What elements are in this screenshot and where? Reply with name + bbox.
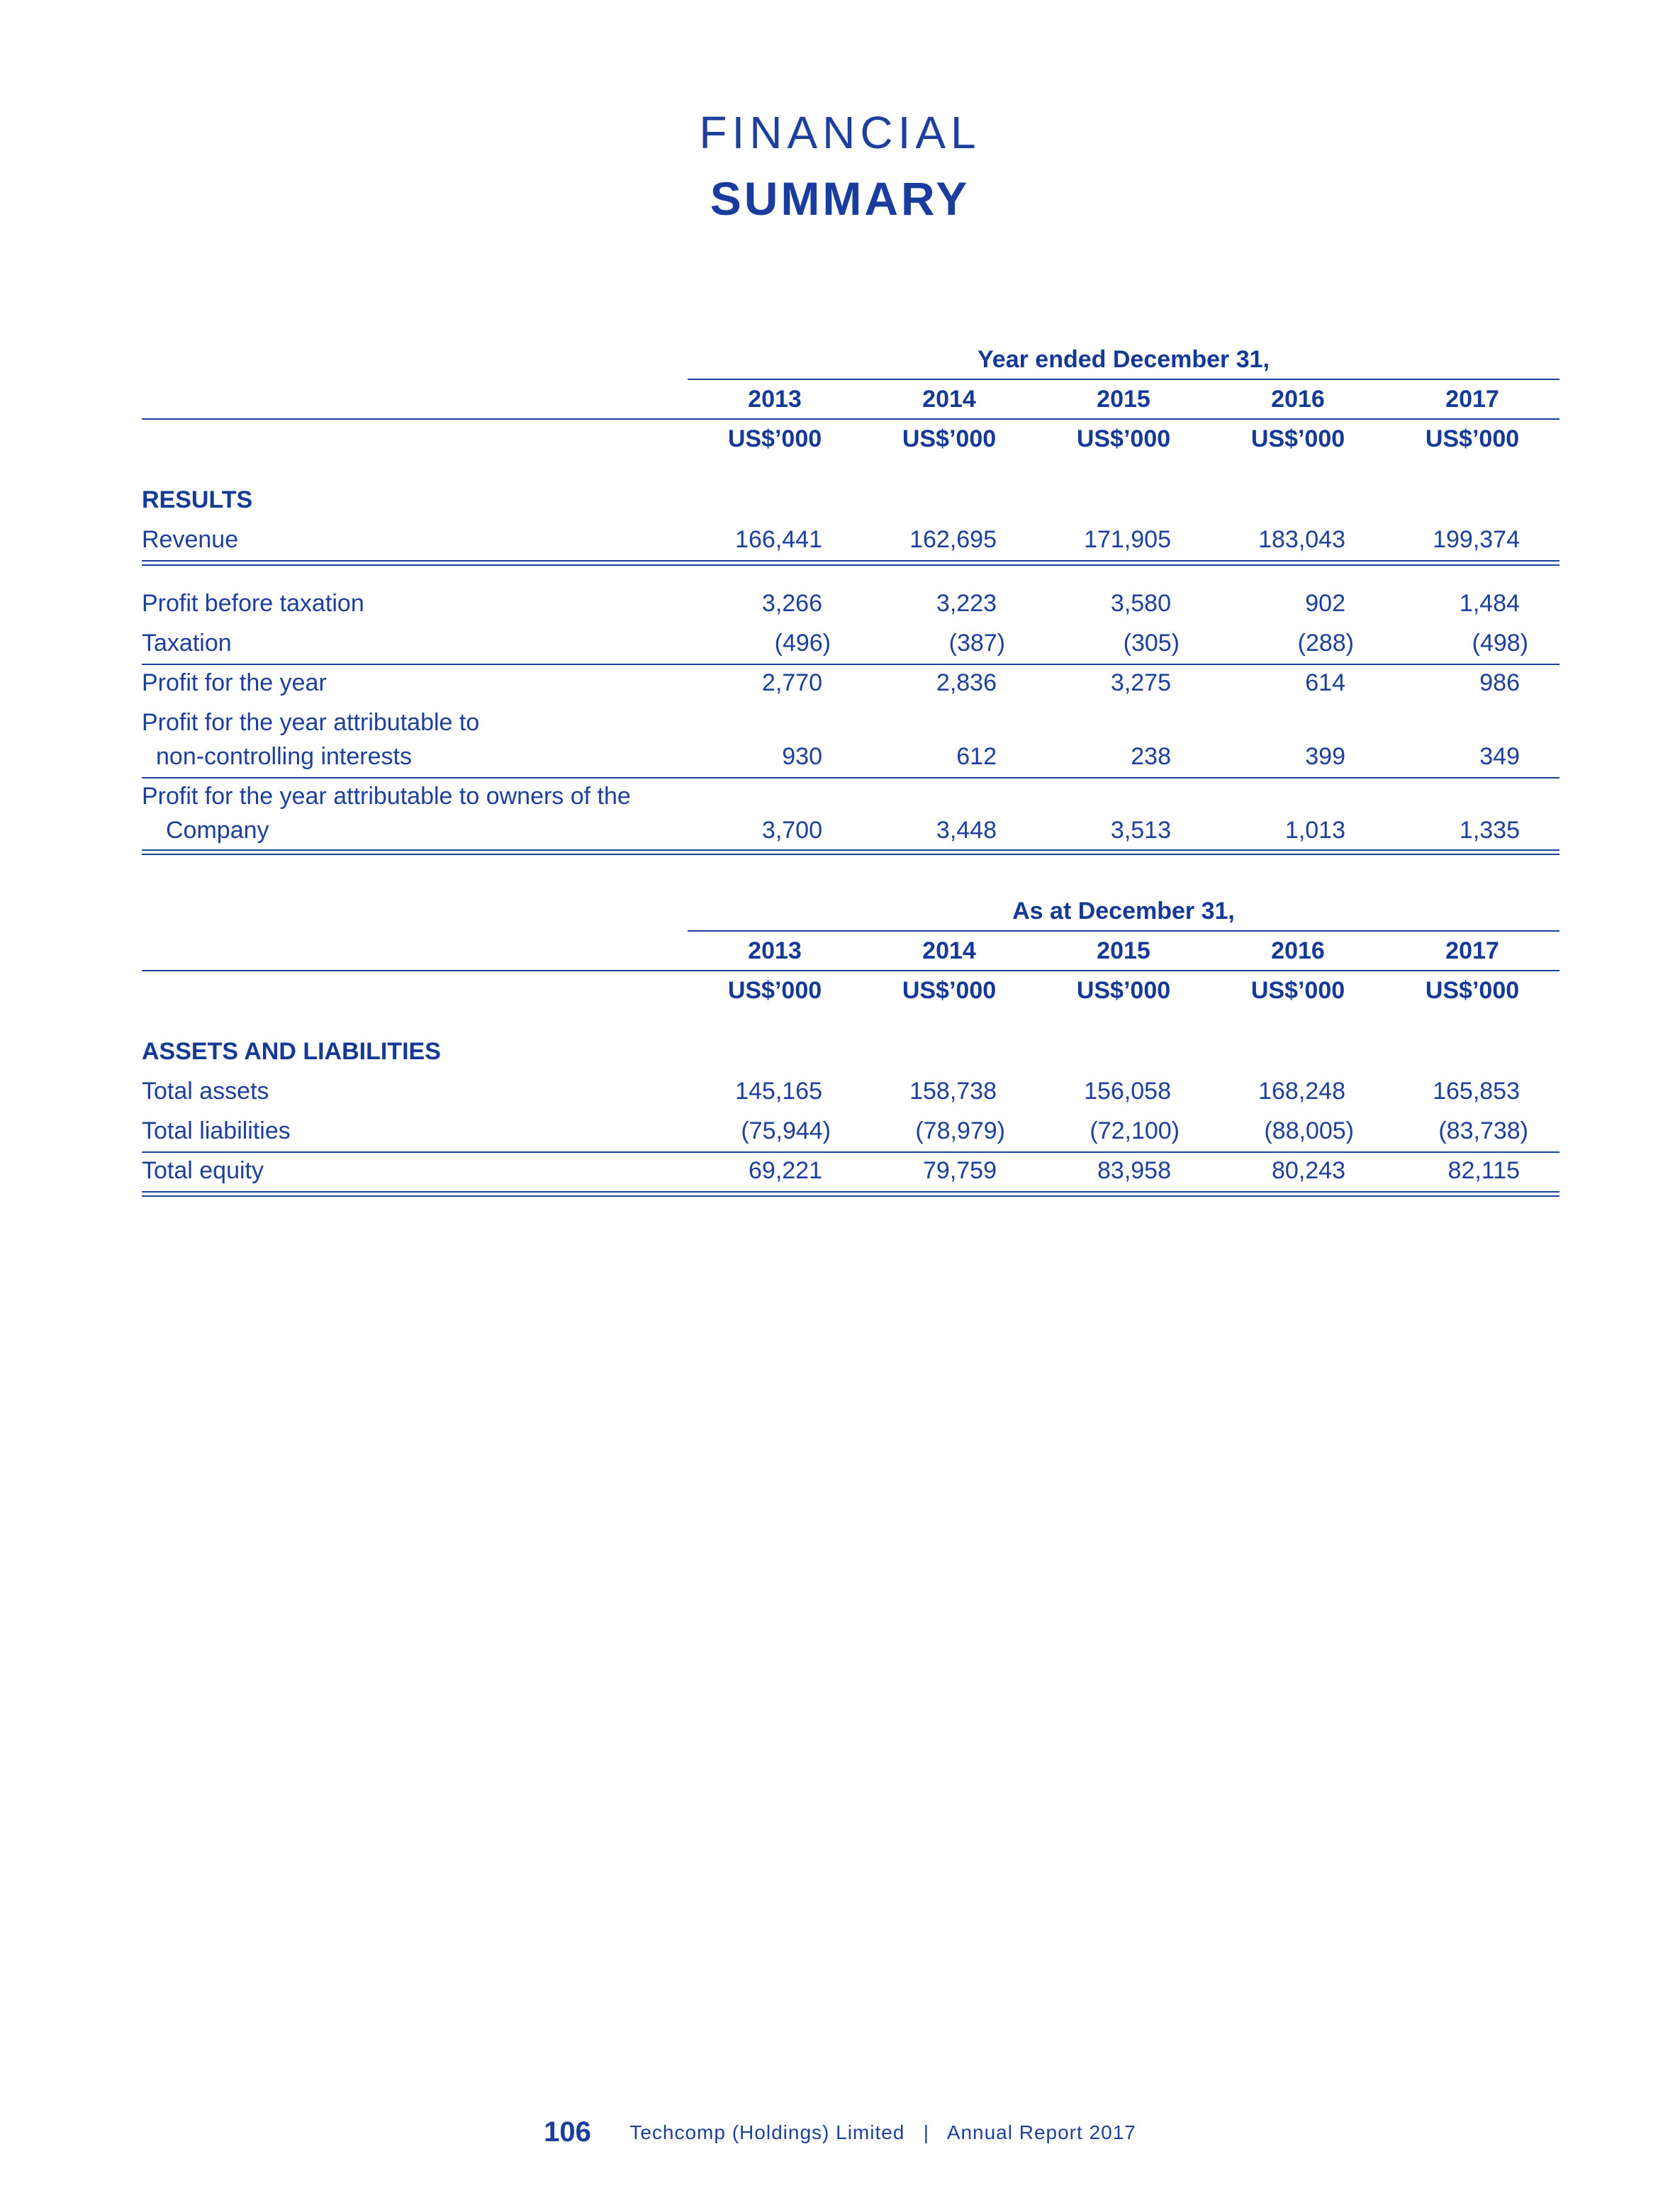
cell-value: 199,374 (1433, 526, 1520, 553)
unit-header: US$’000 (1250, 977, 1345, 1004)
divider (142, 1151, 1559, 1153)
row-label-line1: Profit for the year attributable to (142, 709, 480, 736)
cell-value: (83,738) (1438, 1117, 1528, 1144)
cell-value: 166,441 (735, 526, 822, 553)
page-title-line2: SUMMARY (710, 172, 970, 225)
section-heading: RESULTS (142, 486, 253, 513)
unit-header: US$’000 (902, 425, 997, 452)
row-label: Total assets (142, 1078, 269, 1105)
cell-value: (498) (1472, 630, 1528, 657)
divider (142, 664, 1559, 665)
cell-value: 2,770 (761, 669, 822, 696)
cell-value: 83,958 (1097, 1157, 1171, 1184)
cell-value: (387) (948, 630, 1005, 657)
cell-value: 3,266 (761, 590, 822, 617)
double-rule (142, 854, 1559, 855)
double-rule (142, 560, 1559, 562)
cell-value: 171,905 (1084, 526, 1171, 553)
cell-value: 165,853 (1433, 1078, 1520, 1105)
page-footer (0, 2116, 1680, 2148)
cell-value: 3,513 (1110, 817, 1171, 844)
cell-value: (75,944) (741, 1117, 831, 1144)
cell-value: 168,248 (1258, 1078, 1345, 1105)
row-label: Total liabilities (142, 1117, 291, 1144)
cell-value: 183,043 (1258, 526, 1345, 553)
cell-value: 3,448 (936, 817, 997, 844)
divider (142, 777, 1559, 778)
cell-value: 3,275 (1110, 669, 1171, 696)
divider (688, 379, 1559, 380)
unit-header: US$’000 (1076, 977, 1171, 1004)
year-header: 2015 (1097, 386, 1150, 413)
row-label-line2: Company (166, 817, 269, 844)
cell-value: 158,738 (909, 1078, 997, 1105)
cell-value: (72,100) (1090, 1117, 1180, 1144)
assets-period-heading: As at December 31, (1012, 898, 1235, 925)
cell-value: 69,221 (749, 1157, 822, 1184)
row-label-line1: Profit for the year attributable to owners of the (142, 783, 631, 810)
cell-value: 3,580 (1110, 590, 1171, 617)
cell-value: 930 (782, 743, 822, 770)
unit-header: US$’000 (1076, 425, 1171, 452)
unit-header: US$’000 (727, 977, 822, 1004)
year-header: 2013 (748, 937, 802, 964)
double-rule (142, 849, 1559, 851)
page-number: 106 (544, 2116, 591, 2148)
year-header: 2015 (1097, 937, 1150, 964)
cell-value: 238 (1131, 743, 1171, 770)
cell-value: (305) (1123, 630, 1180, 657)
cell-value: 902 (1305, 590, 1345, 617)
cell-value: 156,058 (1084, 1078, 1171, 1105)
section-heading: ASSETS AND LIABILITIES (142, 1038, 441, 1065)
cell-value: 79,759 (923, 1157, 997, 1184)
year-header: 2017 (1445, 937, 1499, 964)
year-header: 2013 (748, 386, 802, 413)
unit-header: US$’000 (1425, 425, 1520, 452)
year-header: 2014 (922, 937, 976, 964)
row-label: Profit for the year (142, 669, 327, 696)
year-header: 2016 (1271, 937, 1325, 964)
page-title-line1: FINANCIAL (699, 107, 981, 158)
cell-value: 986 (1479, 669, 1520, 696)
cell-value: 612 (956, 743, 997, 770)
cell-value: (78,979) (915, 1117, 1005, 1144)
year-header: 2014 (922, 386, 976, 413)
double-rule (142, 564, 1559, 566)
cell-value: (288) (1297, 630, 1354, 657)
cell-value: 80,243 (1272, 1157, 1345, 1184)
divider (688, 930, 1559, 932)
row-label: Taxation (142, 630, 232, 657)
unit-header: US$’000 (727, 425, 822, 452)
footer-text: Techcomp (Holdings) Limited | Annual Report 2017 (629, 2121, 1136, 2143)
cell-value: (88,005) (1264, 1117, 1354, 1144)
row-label: Revenue (142, 526, 239, 553)
double-rule (142, 1191, 1559, 1193)
cell-value: 2,836 (936, 669, 997, 696)
row-label: Total equity (142, 1157, 264, 1184)
cell-value: 145,165 (735, 1078, 822, 1105)
cell-value: 349 (1479, 743, 1520, 770)
results-period-heading: Year ended December 31, (977, 346, 1270, 373)
year-header: 2016 (1271, 386, 1325, 413)
cell-value: 1,484 (1459, 590, 1520, 617)
cell-value: 162,695 (909, 526, 997, 553)
cell-value: 1,013 (1284, 817, 1345, 844)
cell-value: (496) (774, 630, 831, 657)
unit-header: US$’000 (902, 977, 997, 1004)
year-header: 2017 (1445, 386, 1499, 413)
unit-header: US$’000 (1425, 977, 1520, 1004)
cell-value: 3,223 (936, 590, 997, 617)
cell-value: 3,700 (761, 817, 822, 844)
divider (142, 418, 1559, 420)
double-rule (142, 1195, 1559, 1197)
divider (142, 970, 1559, 971)
row-label: Profit before taxation (142, 590, 364, 617)
cell-value: 399 (1305, 743, 1345, 770)
cell-value: 82,115 (1447, 1157, 1520, 1184)
row-label-line2: non-controlling interests (156, 743, 412, 770)
cell-value: 1,335 (1459, 817, 1520, 844)
unit-header: US$’000 (1250, 425, 1345, 452)
cell-value: 614 (1305, 669, 1345, 696)
